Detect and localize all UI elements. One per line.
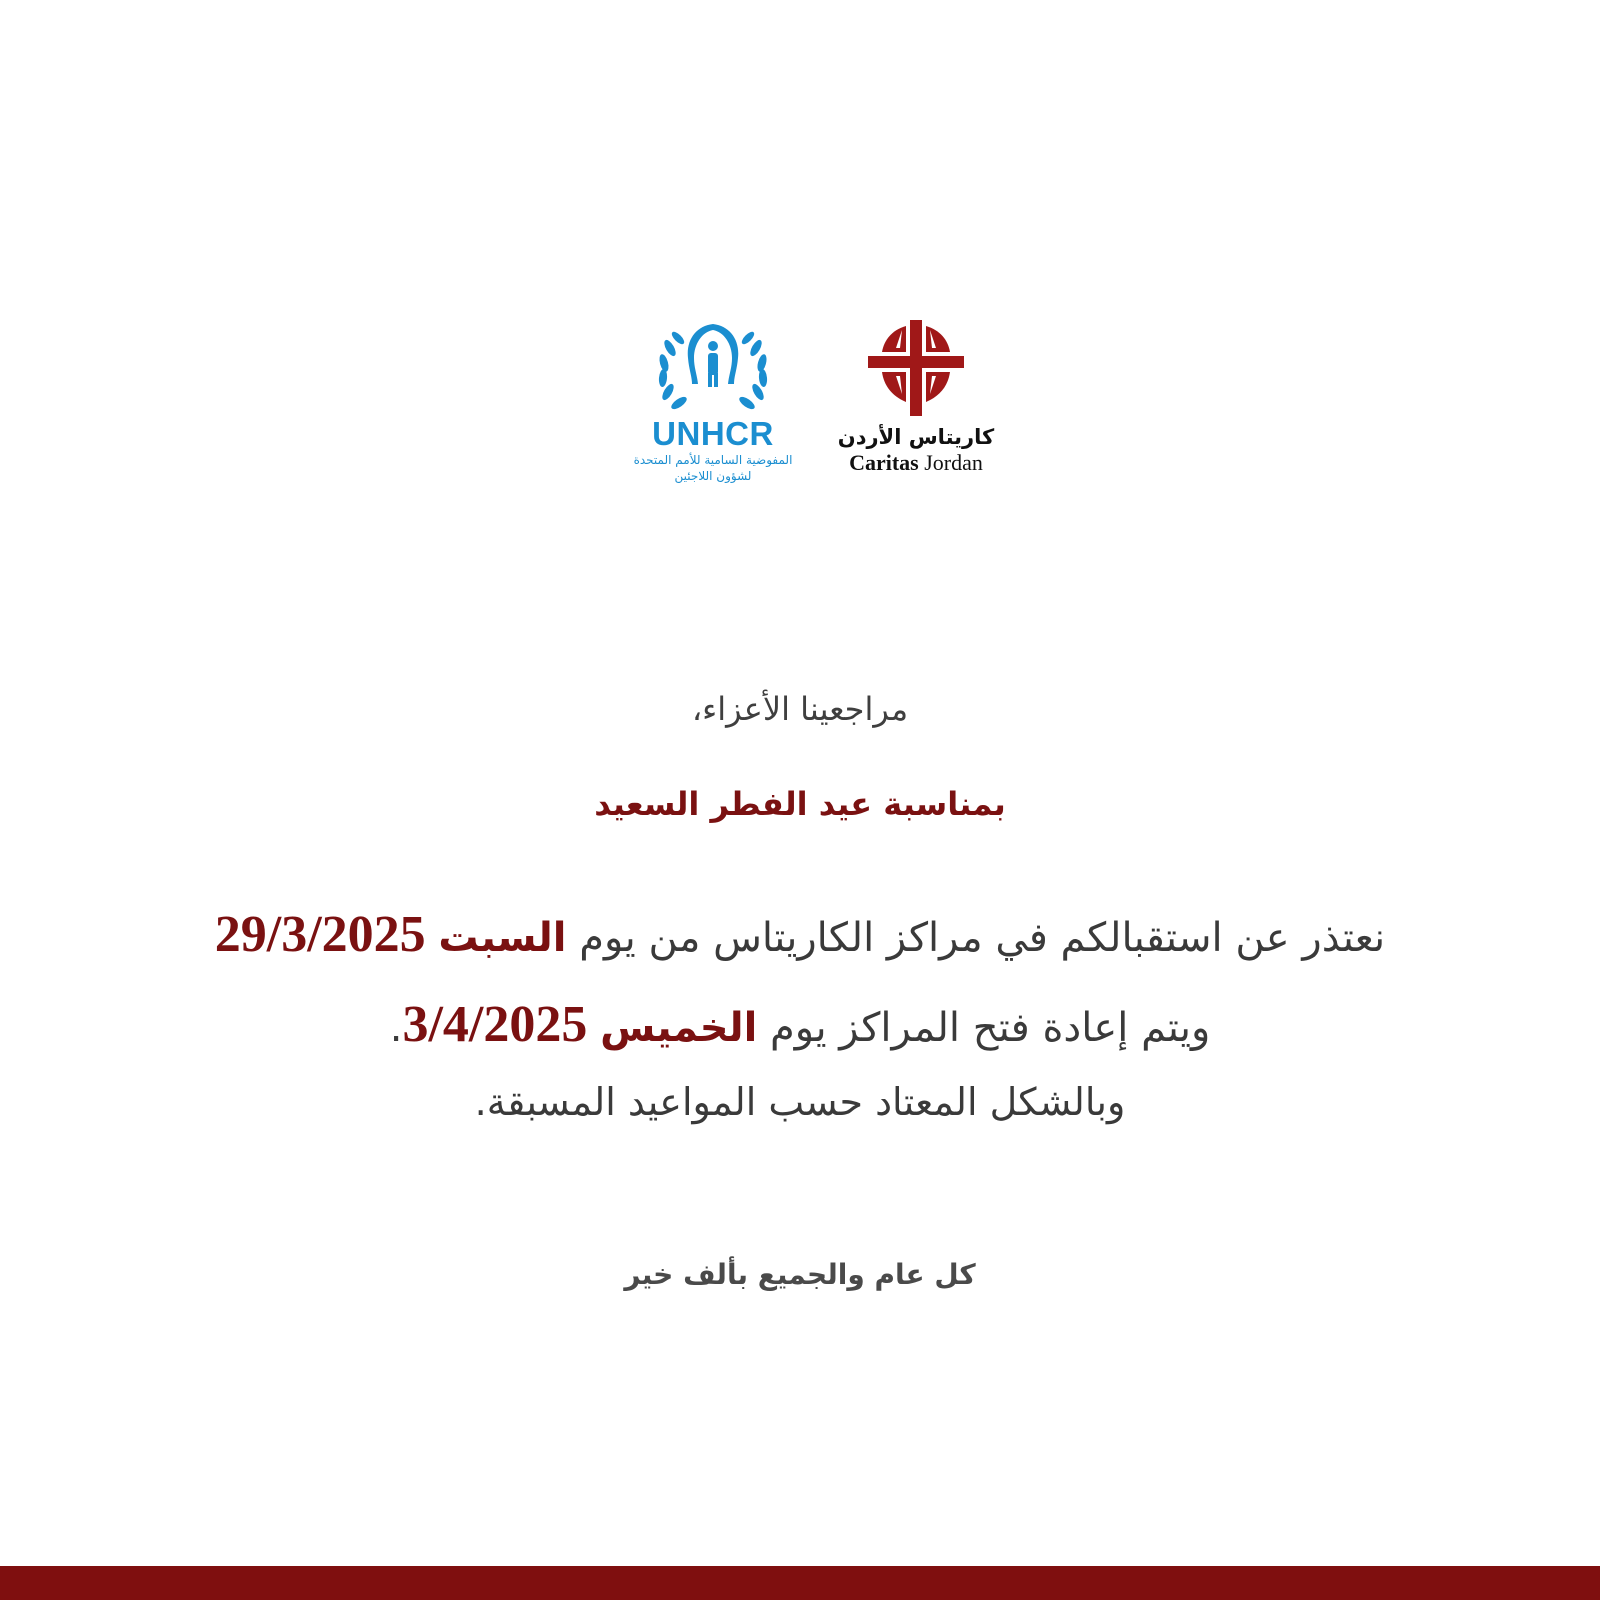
greeting: مراجعينا الأعزاء، bbox=[691, 690, 909, 728]
caritas-english-bold: Caritas bbox=[849, 450, 919, 475]
closure-text: نعتذر عن استقبالكم في مراكز الكاريتاس من يوم bbox=[579, 915, 1386, 961]
unhcr-emblem-icon bbox=[648, 318, 778, 414]
caritas-arabic-name: كاريتاس الأردن bbox=[837, 425, 995, 449]
closure-line bbox=[0, 905, 1600, 964]
closure-date: 29/3/2025 bbox=[214, 906, 426, 963]
unhcr-name: UNHCR bbox=[652, 415, 774, 452]
reopen-text: ويتم إعادة فتح المراكز يوم bbox=[770, 1005, 1211, 1051]
unhcr-arabic-line2: لشؤون اللاجئين bbox=[674, 469, 752, 483]
bottom-bar bbox=[0, 1566, 1600, 1600]
unhcr-arabic-line1: المفوضية السامية للأمم المتحدة bbox=[633, 453, 793, 467]
reopen-line bbox=[0, 995, 1600, 1054]
closure-day: السبت bbox=[438, 915, 567, 961]
reopen-period: . bbox=[389, 1005, 403, 1051]
unhcr-logo bbox=[618, 318, 808, 508]
appointments-line: وبالشكل المعتاد حسب المواعيد المسبقة. bbox=[474, 1080, 1126, 1124]
reopen-date: 3/4/2025 bbox=[402, 996, 588, 1053]
logos-row bbox=[0, 318, 1600, 508]
reopen-day: الخميس bbox=[600, 1005, 758, 1051]
caritas-english-regular: Jordan bbox=[924, 450, 983, 475]
caritas-logo bbox=[826, 318, 1006, 508]
caritas-english-name bbox=[826, 450, 1006, 476]
wishes-line: كل عام والجميع بألف خير bbox=[624, 1258, 976, 1291]
caritas-cross-icon bbox=[866, 318, 966, 418]
occasion-heading: بمناسبة عيد الفطر السعيد bbox=[594, 785, 1006, 823]
